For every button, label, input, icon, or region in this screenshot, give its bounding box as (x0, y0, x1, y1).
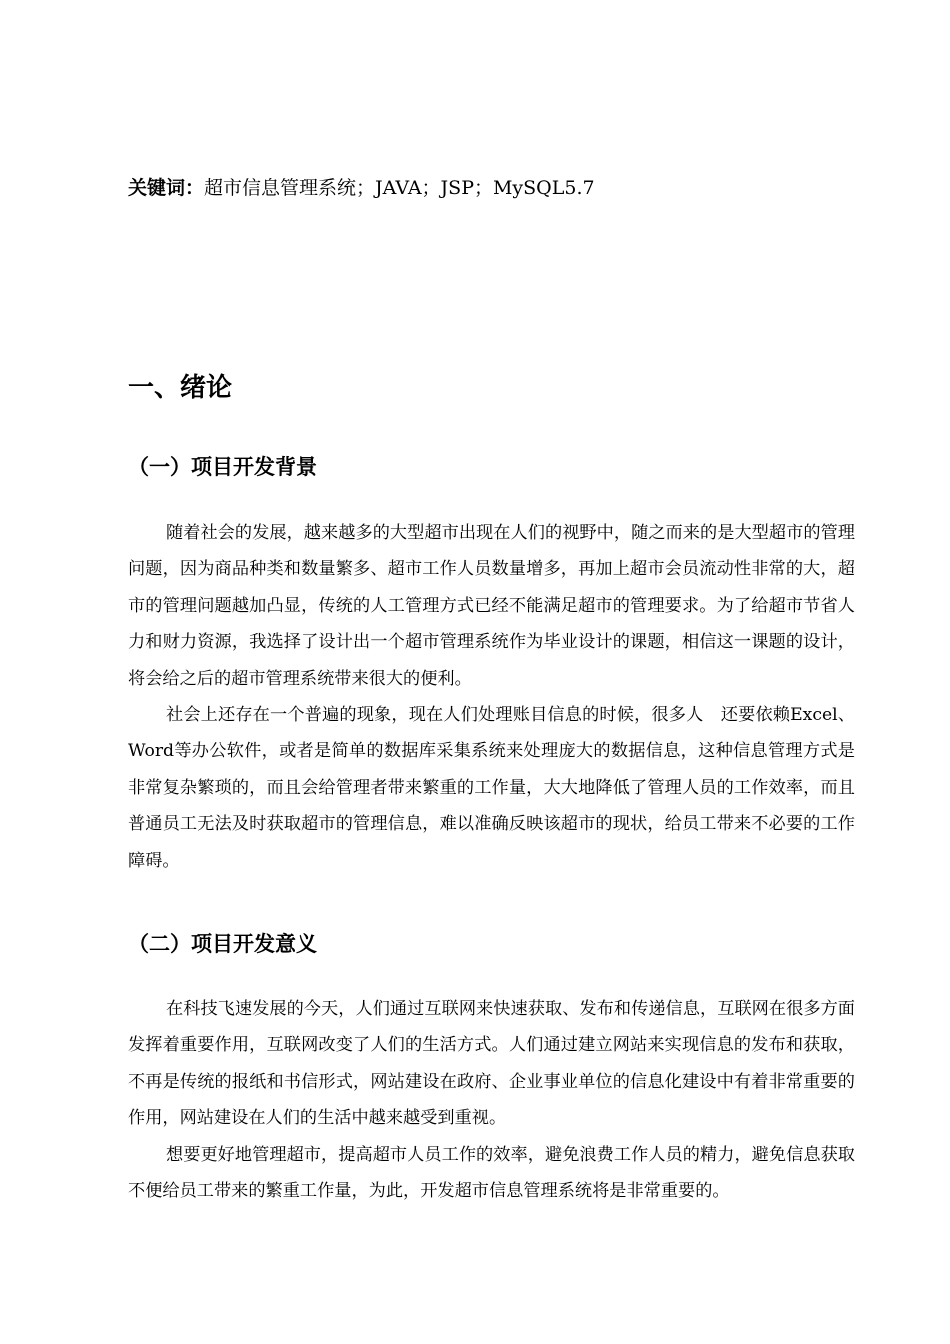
section-title-background: （一）项目开发背景 (128, 455, 317, 479)
section-body-background (128, 515, 855, 879)
keywords-value: 超市信息管理系统；JAVA；JSP；MySQL5.7 (204, 177, 595, 199)
paragraph: 社会上还存在一个普遍的现象，现在人们处理账目信息的时候，很多人 还要依赖Excel、Word等办公软件，或者是简单的数据库采集系统来处理庞大的数据信息，这种信息管理方式是非常复杂繁琐的，而且会给管理者带来繁重的工作量，大大地降低了管理人员的工作效率，而且普通员工无法及时获取超市的管理信息，难以准确反映该超市的现状，给员工带来不必要的工作障碍。 (128, 705, 855, 871)
paragraph: 随着社会的发展，越来越多的大型超市出现在人们的视野中，随之而来的是大型超市的管理问题，因为商品种类和数量繁多、超市工作人员数量增多，再加上超市会员流动性非常的大，超市的管理问题越加凸显，传统的人工管理方式已经不能满足超市的管理要求。为了给超市节省人力和财力资源，我选择了设计出一个超市管理系统作为毕业设计的课题，相信这一课题的设计，将会给之后的超市管理系统带来很大的便利。 (128, 523, 855, 689)
section-title-significance: （二）项目开发意义 (128, 932, 317, 956)
keywords-label: 关键词： (128, 177, 205, 199)
keywords-line (128, 174, 595, 202)
paragraph: 想要更好地管理超市，提高超市人员工作的效率，避免浪费工作人员的精力，避免信息获取不便给员工带来的繁重工作量，为此，开发超市信息管理系统将是非常重要的。 (128, 1144, 855, 1202)
paragraph: 在科技飞速发展的今天，人们通过互联网来快速获取、发布和传递信息，互联网在很多方面发挥着重要作用，互联网改变了人们的生活方式。人们通过建立网站来实现信息的发布和获取，不再是传统的报纸和书信形式，网站建设在政府、企业事业单位的信息化建设中有着非常重要的作用，网站建设在人们的生活中越来越受到重视。 (128, 999, 855, 1129)
section-body-significance (128, 991, 855, 1209)
chapter-title: 一、绪论 (128, 373, 233, 403)
